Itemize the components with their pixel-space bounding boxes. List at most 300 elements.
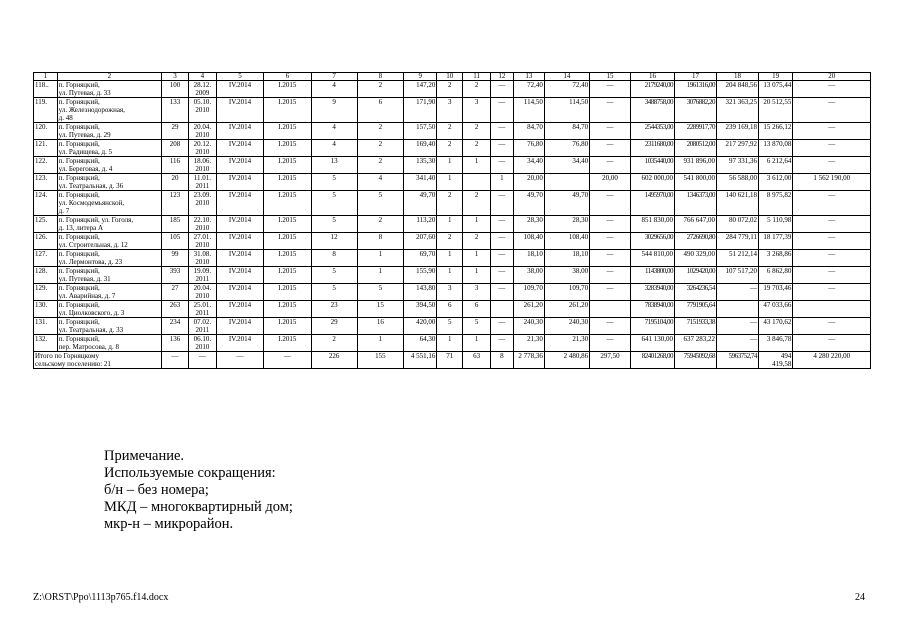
table-cell: 84,70 <box>544 123 589 140</box>
table-cell: 217 297,92 <box>717 140 759 157</box>
table-cell: IV.2014 <box>216 233 263 250</box>
table-cell: 49,70 <box>544 191 589 216</box>
table-cell: 5 <box>311 191 357 216</box>
table-cell: 5 <box>311 174 357 191</box>
table-cell: 1346373,00 <box>675 191 717 216</box>
table-cell: 130. <box>34 301 58 318</box>
table-cell: 72,40 <box>544 81 589 98</box>
table-cell <box>717 301 759 318</box>
table-cell: 20 <box>162 174 189 191</box>
table-cell: Итого по Горняцкому сельскому поселению: 21 <box>34 352 162 369</box>
table-cell: 2179240,00 <box>630 81 674 98</box>
table-cell: 637 283,22 <box>675 335 717 352</box>
table-cell: I.2015 <box>264 157 311 174</box>
table-cell: — <box>793 98 871 123</box>
table-cell: 4 <box>311 140 357 157</box>
column-number: 19 <box>758 73 792 81</box>
table-cell: 2 <box>437 140 463 157</box>
table-cell: 2 <box>463 123 491 140</box>
table-cell: 105 <box>162 233 189 250</box>
table-row <box>34 301 871 318</box>
table-cell: 7151933,38 <box>675 318 717 335</box>
table-cell: п. Горняцкий, ул. Циолковского, д. 3 <box>57 301 161 318</box>
table-cell: п. Горняцкий, ул. Космодемьянской, д. 7 <box>57 191 161 216</box>
table-cell: 107 517,20 <box>717 267 759 284</box>
table-cell: 84,70 <box>513 123 544 140</box>
table-row <box>34 335 871 352</box>
table-cell: — <box>491 335 514 352</box>
table-cell: 128. <box>34 267 58 284</box>
table-cell: 34,40 <box>544 157 589 174</box>
table-cell: 20,00 <box>590 174 631 191</box>
column-number: 5 <box>216 73 263 81</box>
table-cell: — <box>793 191 871 216</box>
table-cell: 284 779,11 <box>717 233 759 250</box>
table-cell: — <box>590 81 631 98</box>
table-cell: 8 975,82 <box>758 191 792 216</box>
table-cell: 76,80 <box>513 140 544 157</box>
table-cell: 121. <box>34 140 58 157</box>
table-cell: 2 <box>437 233 463 250</box>
table-cell: п. Горняцкий, пер. Матросова, д. 8 <box>57 335 161 352</box>
table-cell: 22.10. 2010 <box>188 216 216 233</box>
table-cell: 766 647,00 <box>675 216 717 233</box>
column-number: 8 <box>357 73 403 81</box>
table-cell: п. Горняцкий, ул. Путевая, д. 33 <box>57 81 161 98</box>
table-row <box>34 318 871 335</box>
table-cell: I.2015 <box>264 267 311 284</box>
table-cell: 3 <box>463 284 491 301</box>
total-row <box>34 352 871 369</box>
table-cell: — <box>216 352 263 369</box>
table-cell: 490 329,00 <box>675 250 717 267</box>
table-cell: 13 075,44 <box>758 81 792 98</box>
table-cell: 4 <box>357 174 403 191</box>
table-cell: 126. <box>34 233 58 250</box>
note-line: Используемые сокращения: <box>104 465 276 481</box>
note-line: б/н – без номера; <box>104 482 209 498</box>
table-cell: IV.2014 <box>216 301 263 318</box>
table-cell: IV.2014 <box>216 174 263 191</box>
column-number: 9 <box>404 73 437 81</box>
table-cell: — <box>793 233 871 250</box>
table-cell: 2311680,00 <box>630 140 674 157</box>
table-cell: 544 810,00 <box>630 250 674 267</box>
table-cell: 120. <box>34 123 58 140</box>
table-cell: 261,20 <box>544 301 589 318</box>
column-number: 15 <box>590 73 631 81</box>
table-cell: IV.2014 <box>216 157 263 174</box>
table-cell: — <box>491 216 514 233</box>
table-cell: — <box>793 250 871 267</box>
table-cell: 15 266,12 <box>758 123 792 140</box>
table-cell: 31.08. 2010 <box>188 250 216 267</box>
table-cell: п. Горняцкий, ул. Путевая, д. 31 <box>57 267 161 284</box>
table-cell: 1 562 190,00 <box>793 174 871 191</box>
table-cell: 64,30 <box>404 335 437 352</box>
table-cell: 38,00 <box>513 267 544 284</box>
housing-table <box>33 72 871 369</box>
table-cell: 20.12. 2010 <box>188 140 216 157</box>
table-cell <box>491 301 514 318</box>
table-cell: — <box>491 250 514 267</box>
table-cell: 2 <box>357 81 403 98</box>
column-number: 7 <box>311 73 357 81</box>
column-number: 16 <box>630 73 674 81</box>
table-cell: — <box>717 284 759 301</box>
table-cell: 21,30 <box>544 335 589 352</box>
table-row <box>34 216 871 233</box>
table-cell: 69,70 <box>404 250 437 267</box>
table-cell: 80 072,02 <box>717 216 759 233</box>
table-cell: 2 <box>463 81 491 98</box>
table-cell: 5 <box>463 318 491 335</box>
table-cell: 97 331,36 <box>717 157 759 174</box>
table-cell: 2 <box>437 123 463 140</box>
table-cell: 23 <box>311 301 357 318</box>
note-title: Примечание. <box>104 448 185 464</box>
table-cell: 6 862,80 <box>758 267 792 284</box>
table-cell: п. Горняцкий, ул. Театральная, д. 33 <box>57 318 161 335</box>
table-cell: IV.2014 <box>216 98 263 123</box>
table-cell: 5 <box>311 216 357 233</box>
table-cell: 122. <box>34 157 58 174</box>
table-cell: 1 <box>437 157 463 174</box>
column-number: 20 <box>793 73 871 81</box>
table-cell: 3 <box>463 98 491 123</box>
footer-file-path: Z:\ORST\Ppo\1113p765.f14.docx <box>33 592 169 603</box>
table-cell: 34,40 <box>513 157 544 174</box>
table-cell: — <box>491 140 514 157</box>
table-cell: 27.01. 2010 <box>188 233 216 250</box>
table-cell: — <box>590 98 631 123</box>
table-cell: — <box>491 267 514 284</box>
table-cell: 541 800,00 <box>675 174 717 191</box>
table-cell: I.2015 <box>264 174 311 191</box>
table-cell: 140 621,18 <box>717 191 759 216</box>
table-cell: 2 <box>437 191 463 216</box>
table-cell: 6 <box>357 98 403 123</box>
table-cell: 19.09. 2011 <box>188 267 216 284</box>
table-cell: 21,30 <box>513 335 544 352</box>
table-cell: 13 870,08 <box>758 140 792 157</box>
table-cell: 18.06. 2010 <box>188 157 216 174</box>
table-cell: 3029656,00 <box>630 233 674 250</box>
table-cell: 51 212,14 <box>717 250 759 267</box>
table-cell: 1 <box>491 174 514 191</box>
table-cell: 29 <box>162 123 189 140</box>
table-cell: 155,90 <box>404 267 437 284</box>
table-cell: 5 <box>437 318 463 335</box>
table-cell: 2544353,00 <box>630 123 674 140</box>
table-cell: 240,30 <box>513 318 544 335</box>
column-number: 10 <box>437 73 463 81</box>
table-cell: 1961316,00 <box>675 81 717 98</box>
table-cell: 341,40 <box>404 174 437 191</box>
table-cell: 169,40 <box>404 140 437 157</box>
table-cell: 119. <box>34 98 58 123</box>
table-cell: 226 <box>311 352 357 369</box>
table-cell: 494 419,58 <box>758 352 792 369</box>
table-cell: 602 000,00 <box>630 174 674 191</box>
table-cell: 207,60 <box>404 233 437 250</box>
table-cell: 23.09. 2010 <box>188 191 216 216</box>
table-header-row <box>34 73 871 81</box>
table-cell: 18,10 <box>513 250 544 267</box>
table-cell: 7838940,00 <box>630 301 674 318</box>
table-cell: IV.2014 <box>216 191 263 216</box>
table-cell: 25.01. 2011 <box>188 301 216 318</box>
table-cell: 4 280 220,00 <box>793 352 871 369</box>
table-cell: IV.2014 <box>216 267 263 284</box>
table-cell: — <box>491 318 514 335</box>
column-number: 1 <box>34 73 58 81</box>
table-cell: 11.01. 2011 <box>188 174 216 191</box>
table-cell: 147,20 <box>404 81 437 98</box>
table-cell: 07.02. 2011 <box>188 318 216 335</box>
table-cell: — <box>793 140 871 157</box>
table-cell: п. Горняцкий, ул. Лермонтова, д. 23 <box>57 250 161 267</box>
table-cell: 420,00 <box>404 318 437 335</box>
table-cell: 38,00 <box>544 267 589 284</box>
note-block <box>104 448 293 533</box>
table-cell: 76,80 <box>544 140 589 157</box>
table-row <box>34 191 871 216</box>
table-cell: — <box>590 250 631 267</box>
table-cell: — <box>162 352 189 369</box>
table-cell: 5963752,74 <box>717 352 759 369</box>
table-cell: 641 130,00 <box>630 335 674 352</box>
table-cell: 143,80 <box>404 284 437 301</box>
table-cell: 2 <box>357 216 403 233</box>
table-cell: 3 612,00 <box>758 174 792 191</box>
table-cell: 136 <box>162 335 189 352</box>
table-cell: 56 588,00 <box>717 174 759 191</box>
table-cell: 5 110,98 <box>758 216 792 233</box>
table-cell: 2 778,36 <box>513 352 544 369</box>
table-cell: — <box>717 318 759 335</box>
table-cell: I.2015 <box>264 81 311 98</box>
table-cell <box>590 301 631 318</box>
table-cell: 5 <box>357 284 403 301</box>
table-cell: 2 <box>357 157 403 174</box>
table-cell: 6 <box>437 301 463 318</box>
table-cell: — <box>590 335 631 352</box>
column-number: 13 <box>513 73 544 81</box>
table-cell: 4 551,16 <box>404 352 437 369</box>
column-number: 3 <box>162 73 189 81</box>
table-cell: 29 <box>311 318 357 335</box>
table-cell: 99 <box>162 250 189 267</box>
table-row <box>34 140 871 157</box>
table-cell: 63 <box>463 352 491 369</box>
table-cell: 1 <box>463 157 491 174</box>
table-cell: — <box>491 233 514 250</box>
table-cell: — <box>590 140 631 157</box>
table-cell: — <box>590 318 631 335</box>
table-cell: 171,90 <box>404 98 437 123</box>
table-cell: 3 <box>437 284 463 301</box>
table-cell: 43 170,62 <box>758 318 792 335</box>
table-row <box>34 233 871 250</box>
table-cell: п. Горняцкий, ул. Театральная, д. 36 <box>57 174 161 191</box>
table-cell: 3 <box>437 98 463 123</box>
table-cell: 6 212,64 <box>758 157 792 174</box>
table-cell: п. Горняцкий, ул. Железнодорожная, д. 48 <box>57 98 161 123</box>
table-cell: IV.2014 <box>216 140 263 157</box>
table-cell: 113,20 <box>404 216 437 233</box>
table-cell: 3264236,54 <box>675 284 717 301</box>
table-cell: п. Горняцкий, ул. Путевая, д. 29 <box>57 123 161 140</box>
table-cell: — <box>793 318 871 335</box>
table-cell: 931 896,00 <box>675 157 717 174</box>
table-cell: IV.2014 <box>216 216 263 233</box>
table-cell: 3283940,00 <box>630 284 674 301</box>
table-cell: 131. <box>34 318 58 335</box>
table-cell: 2 <box>463 191 491 216</box>
table-cell: IV.2014 <box>216 335 263 352</box>
table-cell: — <box>491 157 514 174</box>
column-number: 4 <box>188 73 216 81</box>
table-cell: 8 <box>357 233 403 250</box>
table-row <box>34 250 871 267</box>
table-cell <box>544 174 589 191</box>
table-cell: 394,50 <box>404 301 437 318</box>
column-number: 18 <box>717 73 759 81</box>
table-cell: 2 <box>357 140 403 157</box>
table-row <box>34 284 871 301</box>
table-cell: — <box>793 216 871 233</box>
table-cell: п. Горняцкий, ул. Береговая, д. 4 <box>57 157 161 174</box>
table-cell: 1 <box>463 267 491 284</box>
table-cell: 116 <box>162 157 189 174</box>
table-cell: — <box>491 81 514 98</box>
table-cell: 47 033,66 <box>758 301 792 318</box>
table-cell: 7195104,00 <box>630 318 674 335</box>
table-cell: 2 <box>463 233 491 250</box>
table-cell: 2726690,80 <box>675 233 717 250</box>
table-cell: 123. <box>34 174 58 191</box>
table-cell: 5 <box>357 191 403 216</box>
table-row <box>34 98 871 123</box>
note-line: МКД – многоквартирный дом; <box>104 499 293 515</box>
table-cell: 157,50 <box>404 123 437 140</box>
table-cell: — <box>793 335 871 352</box>
table-cell: 19 703,46 <box>758 284 792 301</box>
table-cell: 4 <box>311 81 357 98</box>
table-cell: 132. <box>34 335 58 352</box>
table-cell: I.2015 <box>264 284 311 301</box>
table-cell: — <box>793 123 871 140</box>
table-cell: 1 <box>463 250 491 267</box>
table-cell: 135,30 <box>404 157 437 174</box>
table-cell: — <box>491 284 514 301</box>
table-cell: 5 <box>311 284 357 301</box>
table-cell: 114,50 <box>544 98 589 123</box>
table-cell: — <box>491 191 514 216</box>
table-cell: — <box>793 267 871 284</box>
table-cell: 234 <box>162 318 189 335</box>
table-cell: 05.10. 2010 <box>188 98 216 123</box>
table-cell: 20.04. 2010 <box>188 284 216 301</box>
table-cell: I.2015 <box>264 233 311 250</box>
note-line: мкр-н – микрорайон. <box>104 516 234 532</box>
table-cell: 1029420,00 <box>675 267 717 284</box>
table-cell <box>463 174 491 191</box>
table-cell: 1 <box>463 335 491 352</box>
table-cell: 1495970,00 <box>630 191 674 216</box>
table-cell: 109,70 <box>544 284 589 301</box>
table-cell: 18 177,39 <box>758 233 792 250</box>
table-cell: 15 <box>357 301 403 318</box>
table-cell: 1035440,00 <box>630 157 674 174</box>
table-cell: — <box>590 216 631 233</box>
table-cell: — <box>590 233 631 250</box>
table-cell: 185 <box>162 216 189 233</box>
table-cell: 27 <box>162 284 189 301</box>
table-cell: 20 512,55 <box>758 98 792 123</box>
table-row <box>34 123 871 140</box>
table-cell: 108,40 <box>544 233 589 250</box>
table-cell: — <box>793 81 871 98</box>
table-cell: 2 <box>311 335 357 352</box>
table-cell: 28,30 <box>544 216 589 233</box>
table-cell: IV.2014 <box>216 284 263 301</box>
table-cell: 28.12. 2009 <box>188 81 216 98</box>
table-cell: 118.. <box>34 81 58 98</box>
table-cell: 06.10. 2010 <box>188 335 216 352</box>
table-row <box>34 157 871 174</box>
table-cell: 109,70 <box>513 284 544 301</box>
table-cell: — <box>491 123 514 140</box>
table-cell: — <box>717 335 759 352</box>
table-cell: п. Горняцкий, ул. Радищева, д. 5 <box>57 140 161 157</box>
table-cell: 20,00 <box>513 174 544 191</box>
table-cell: — <box>793 157 871 174</box>
table-cell: — <box>590 157 631 174</box>
table-cell: IV.2014 <box>216 123 263 140</box>
table-cell: I.2015 <box>264 98 311 123</box>
column-number: 12 <box>491 73 514 81</box>
table-cell: 20.04. 2010 <box>188 123 216 140</box>
table-cell: 204 848,56 <box>717 81 759 98</box>
table-cell: 393 <box>162 267 189 284</box>
table-cell: 3076882,20 <box>675 98 717 123</box>
table-cell: 71 <box>437 352 463 369</box>
table-cell: 2289917,70 <box>675 123 717 140</box>
table-cell: IV.2014 <box>216 250 263 267</box>
table-cell: 124. <box>34 191 58 216</box>
table-cell: 100 <box>162 81 189 98</box>
table-cell: I.2015 <box>264 123 311 140</box>
table-cell: 133 <box>162 98 189 123</box>
table-cell: I.2015 <box>264 301 311 318</box>
table-cell: IV.2014 <box>216 318 263 335</box>
table-cell: 3 846,78 <box>758 335 792 352</box>
table-cell: 4 <box>311 123 357 140</box>
column-number: 2 <box>57 73 161 81</box>
table-cell: IV.2014 <box>216 81 263 98</box>
table-cell: I.2015 <box>264 140 311 157</box>
table-cell: — <box>590 191 631 216</box>
table-cell: п. Горняцкий, ул. Строительная, д. 12 <box>57 233 161 250</box>
table-cell: — <box>491 98 514 123</box>
table-cell: 1 <box>437 250 463 267</box>
column-number: 6 <box>264 73 311 81</box>
table-cell: 129. <box>34 284 58 301</box>
table-cell: 82401268,00 <box>630 352 674 369</box>
table-cell: 127. <box>34 250 58 267</box>
